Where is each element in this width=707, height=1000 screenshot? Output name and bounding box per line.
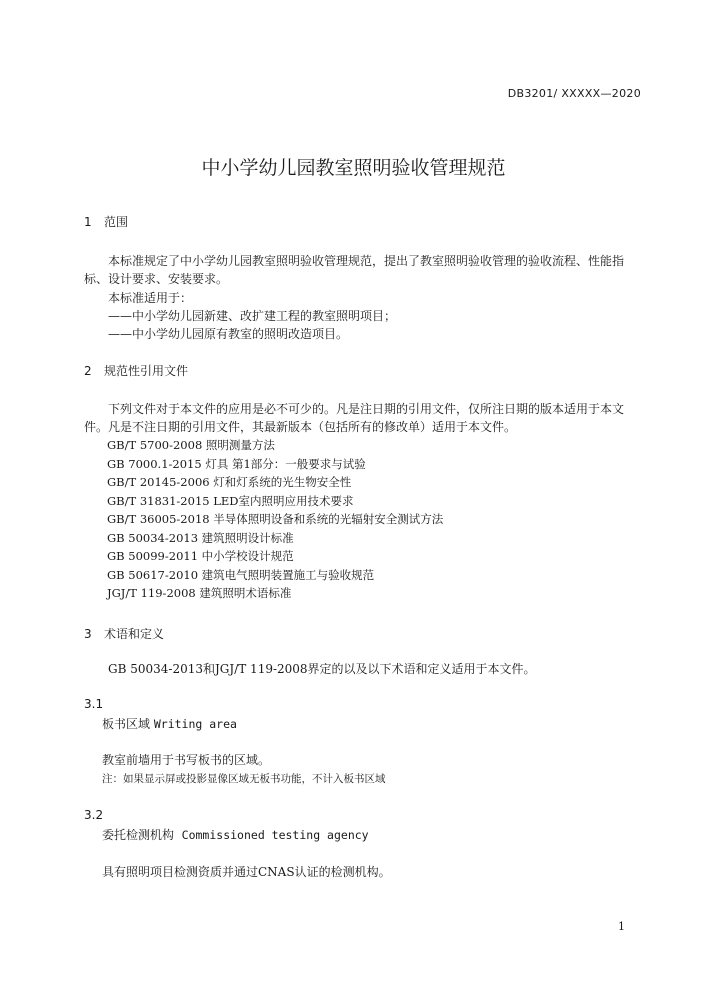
term-title <box>102 826 369 843</box>
section-3-heading <box>84 625 164 642</box>
section-2-heading <box>84 362 188 379</box>
section-3-number: 3 <box>84 627 92 641</box>
section-1-heading <box>84 213 128 230</box>
section-2-para-line: 件。凡是不注日期的引用文件，其最新版本（包括所有的修改单）适用于本文件。 <box>84 420 517 434</box>
reference-item: GB 50617-2010 建筑电气照明装置施工与验收规范 <box>107 568 375 582</box>
section-1-title: 范围 <box>104 215 129 229</box>
section-3-para: GB 50034-2013和JGJ/T 119-2008界定的以及以下术语和定义适用于本文件。 <box>108 662 536 676</box>
term-name-en: Writing area <box>153 717 237 731</box>
section-1-item: ——中小学幼儿园新建、改扩建工程的教室照明项目； <box>108 309 397 323</box>
reference-item: GB/T 20145-2006 灯和灯系统的光生物安全性 <box>107 475 352 489</box>
section-1-item: ——中小学幼儿园原有教室的照明改造项目。 <box>108 327 349 341</box>
term-note: 注：如果显示屏或投影显像区域无板书功能，不计入板书区域 <box>102 773 386 785</box>
reference-item: JGJ/T 119-2008 建筑照明术语标准 <box>107 586 292 600</box>
document-title: 中小学幼儿园教室照明验收管理规范 <box>201 157 506 179</box>
reference-item: GB 7000.1-2015 灯具 第1部分：一般要求与试验 <box>107 457 366 471</box>
term-number: 3.1 <box>84 697 104 711</box>
page-number: 1 <box>618 920 625 933</box>
term-title <box>102 715 237 732</box>
term-name-en: Commissioned testing agency <box>181 828 369 842</box>
section-3-title: 术语和定义 <box>104 627 165 641</box>
reference-item: GB/T 5700-2008 照明测量方法 <box>107 438 275 452</box>
section-1-applicability: 本标准适用于： <box>108 291 193 305</box>
section-2-title: 规范性引用文件 <box>104 364 189 378</box>
term-definition: 教室前墙用于书写板书的区域。 <box>102 753 271 767</box>
section-2-para-line: 下列文件对于本文件的应用是必不可少的。凡是注日期的引用文件，仅所注日期的版本适用于本文 <box>108 402 625 416</box>
section-1-number: 1 <box>84 215 92 229</box>
term-definition: 具有照明项目检测资质并通过CNAS认证的检测机构。 <box>102 865 391 879</box>
term-name-cn: 委托检测机构 <box>102 828 175 842</box>
term-number: 3.2 <box>84 808 104 822</box>
reference-item: GB 50099-2011 中小学校设计规范 <box>107 549 294 563</box>
section-1-para-line: 标、设计要求、安装要求。 <box>84 272 229 286</box>
section-1-para-line: 本标准规定了中小学幼儿园教室照明验收管理规范，提出了教室照明验收管理的验收流程、性能指 <box>108 254 625 268</box>
section-2-number: 2 <box>84 364 92 378</box>
term-name-cn: 板书区域 <box>102 717 151 731</box>
reference-item: GB 50034-2013 建筑照明设计标准 <box>107 531 294 545</box>
reference-item: GB/T 36005-2018 半导体照明设备和系统的光辐射安全测试方法 <box>107 512 444 526</box>
reference-item: GB/T 31831-2015 LED室内照明应用技术要求 <box>107 494 354 508</box>
document-number: DB3201/ XXXXX—2020 <box>507 87 641 100</box>
